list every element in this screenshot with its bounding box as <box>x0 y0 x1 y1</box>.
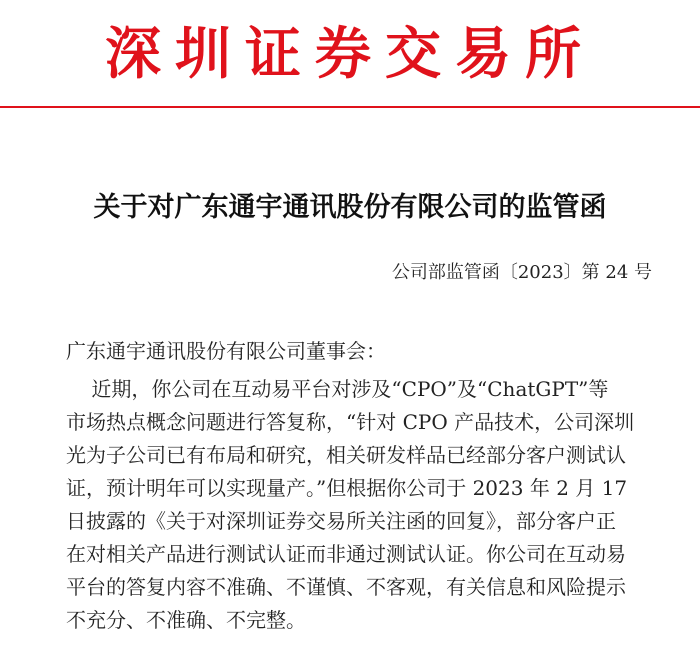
document-number: 公司部监管函〔2023〕第 24 号 <box>391 262 652 283</box>
body-line: 证，预计明年可以实现量产。”但根据你公司于 2023 年 2 月 17 <box>66 476 628 500</box>
body-line: 不充分、不准确、不完整。 <box>66 608 306 632</box>
body-line: 在对相关产品进行测试认证而非通过测试认证。你公司在互动易 <box>66 542 626 566</box>
body-line: 市场热点概念问题进行答复称，“针对 CPO 产品技术，公司深圳 <box>66 410 635 434</box>
body-line: 近期，你公司在互动易平台对涉及“CPO”及“ChatGPT”等 <box>66 377 609 401</box>
letterhead-divider <box>0 106 700 108</box>
letterhead-title: 深圳证券交易所 <box>105 21 595 87</box>
document-title: 关于对广东通宇通讯股份有限公司的监管函 <box>93 192 607 223</box>
body-line: 平台的答复内容不准确、不谨慎、不客观，有关信息和风险提示 <box>66 575 626 599</box>
salutation: 广东通宇通讯股份有限公司董事会： <box>66 339 386 363</box>
body-line: 光为子公司已有布局和研究，相关研发样品已经部分客户测试认 <box>66 443 626 467</box>
body-line: 日披露的《关于对深圳证券交易所关注函的回复》，部分客户正 <box>66 509 616 533</box>
